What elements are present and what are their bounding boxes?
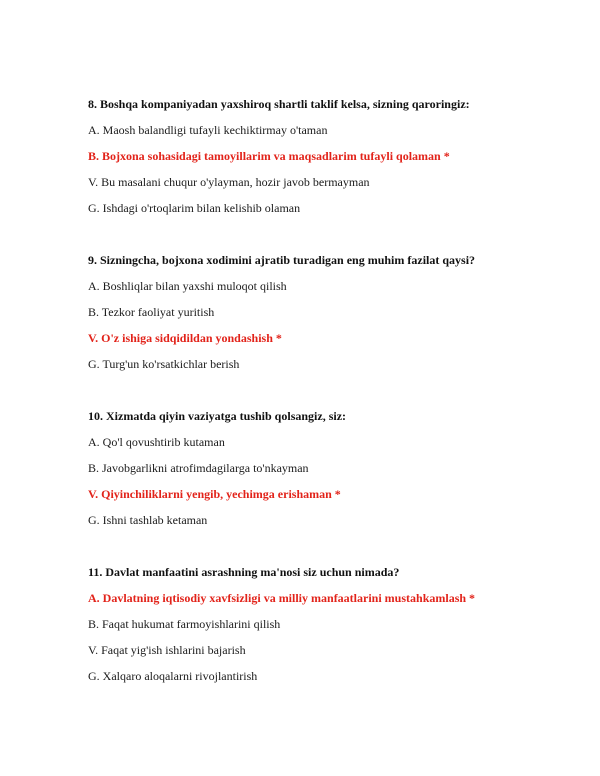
correct-answer-option: V. Qiyinchiliklarni yengib, yechimga erishaman * (88, 487, 341, 501)
question-title: 8. Boshqa kompaniyadan yaxshiroq shartli taklif kelsa, sizning qaroringiz: (88, 97, 470, 111)
answer-option: G. Ishni tashlab ketaman (88, 513, 208, 527)
answer-option: A. Boshliqlar bilan yaxshi muloqot qilish (88, 279, 287, 293)
answer-option: A. Qo'l qovushtirib kutaman (88, 435, 225, 449)
answer-option: G. Ishdagi o'rtoqlarim bilan kelishib olaman (88, 201, 301, 215)
answer-option: B. Javobgarlikni atrofimdagilarga to'nkayman (88, 461, 309, 475)
question-11 (88, 564, 558, 694)
question-title: 9. Sizningcha, bojxona xodimini ajratib turadigan eng muhim fazilat qaysi? (88, 253, 476, 267)
answer-option: A. Maosh balandligi tufayli kechiktirmay o'taman (88, 123, 328, 137)
question-title: 11. Davlat manfaatini asrashning ma'nosi siz uchun nimada? (88, 565, 400, 579)
answer-option: B. Faqat hukumat farmoyishlarini qilish (88, 617, 281, 631)
answer-option: G. Xalqaro aloqalarni rivojlantirish (88, 669, 258, 683)
question-8 (88, 96, 558, 226)
question-title: 10. Xizmatda qiyin vaziyatga tushib qolsangiz, siz: (88, 409, 347, 423)
correct-answer-option: B. Bojxona sohasidagi tamoyillarim va maqsadlarim tufayli qolaman * (88, 149, 450, 163)
answer-option: V. Bu masalani chuqur o'ylayman, hozir javob bermayman (88, 175, 370, 189)
correct-answer-option: V. O'z ishiga sidqidildan yondashish * (88, 331, 282, 345)
correct-answer-option: A. Davlatning iqtisodiy xavfsizligi va milliy manfaatlarini mustahkamlash * (88, 591, 476, 605)
answer-option: B. Tezkor faoliyat yuritish (88, 305, 215, 319)
answer-option: G. Turg'un ko'rsatkichlar berish (88, 357, 240, 371)
question-10 (88, 408, 558, 538)
answer-option: V. Faqat yig'ish ishlarini bajarish (88, 643, 246, 657)
question-9 (88, 252, 558, 382)
